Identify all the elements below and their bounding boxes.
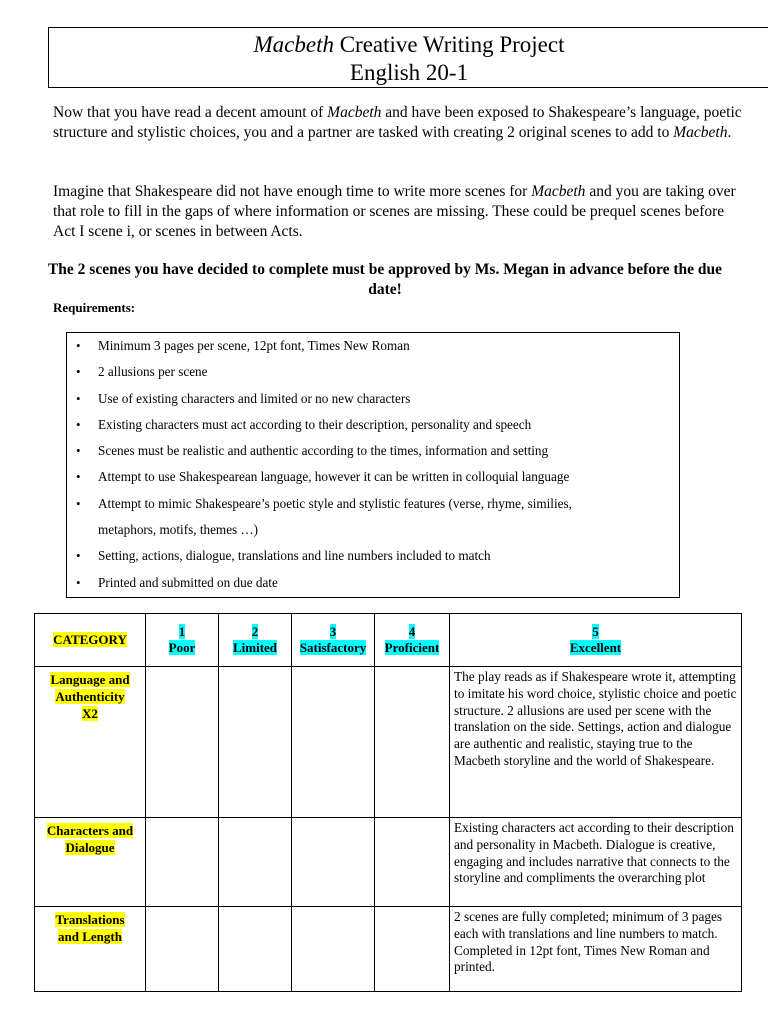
- requirement-item: [67, 333, 679, 359]
- score-cell: [146, 667, 219, 818]
- bullet: •: [76, 574, 81, 590]
- requirement-item: [67, 386, 679, 412]
- bullet: •: [76, 338, 81, 353]
- requirement-item: [67, 412, 679, 438]
- requirement-item: [67, 543, 679, 569]
- intro-paragraph-2: [53, 182, 743, 242]
- category-line: Dialogue: [65, 840, 115, 855]
- bullet: •: [76, 495, 81, 511]
- level-num: 1: [178, 624, 186, 639]
- excellent-description: The play reads as if Shakespeare wrote it, attempting to imitate his word choice, stylistic choice and poetic structure. 2 allusions are used per scene with the translation on the side. Settings, action and dialogue are authentic and realistic, staying true to the Macbeth storyline and the world of Shakespeare.: [450, 667, 742, 818]
- excellent-description: Existing characters act according to their description and personality in Macbeth. Dialogue is creative, engaging and includes narrative that connects to the storyline and compliments the overarching plot: [450, 818, 742, 907]
- category-line: Translations: [55, 912, 125, 927]
- p1-text-a: Now that you have read a decent amount of: [53, 104, 328, 121]
- title-italic: Macbeth: [253, 32, 334, 57]
- rubric-row: [35, 907, 742, 992]
- rubric-row: [35, 818, 742, 907]
- score-cell: [375, 818, 450, 907]
- level-num: 5: [592, 624, 599, 639]
- score-cell: [219, 667, 292, 818]
- category-header: [35, 614, 146, 667]
- level-header-1: [146, 614, 219, 667]
- level-num: 2: [251, 624, 259, 639]
- bullet: •: [76, 443, 81, 459]
- requirement-text: Attempt to mimic Shakespeare’s poetic style and stylistic features (verse, rhyme, similies,: [98, 495, 572, 511]
- requirement-text: Printed and submitted on due date: [98, 574, 278, 590]
- score-cell: [375, 667, 450, 818]
- level-label: Limited: [232, 640, 278, 655]
- score-cell: [219, 907, 292, 992]
- category-line: Authenticity: [55, 689, 125, 704]
- p1-text-e: .: [727, 124, 732, 141]
- category-line: Characters and: [46, 823, 134, 838]
- requirement-item: [67, 359, 679, 385]
- p1-text-c: and have been exposed to Shakespeare’s language, poetic structure and stylistic choices, you and a partner are tasked with creating 2 original scenes to add to: [53, 104, 742, 141]
- level-header-4: [375, 614, 450, 667]
- page-title: [49, 31, 768, 59]
- requirement-text: 2 allusions per scene: [98, 364, 208, 380]
- rubric-row: [35, 667, 742, 818]
- requirement-text: Use of existing characters and limited or no new characters: [98, 390, 411, 406]
- score-cell: [146, 907, 219, 992]
- requirement-text: metaphors, motifs, themes …): [98, 522, 259, 538]
- score-cell: [292, 667, 375, 818]
- category-cell: [35, 818, 146, 907]
- category-line: Language and: [50, 672, 130, 687]
- level-label: Poor: [168, 640, 196, 655]
- p1-macbeth-2: Macbeth: [673, 124, 728, 141]
- score-cell: [292, 818, 375, 907]
- rubric-table: [34, 613, 742, 992]
- level-num: 3: [329, 624, 337, 639]
- category-cell: [35, 667, 146, 818]
- bullet: •: [76, 548, 81, 564]
- category-line: X2: [82, 706, 98, 721]
- score-cell: [292, 907, 375, 992]
- intro-paragraph-1: [53, 103, 743, 143]
- level-header-5: [450, 614, 742, 667]
- title-box: [48, 27, 768, 88]
- requirements-list: [67, 333, 679, 596]
- bullet: •: [76, 364, 81, 380]
- score-cell: [146, 818, 219, 907]
- level-label: Proficient: [384, 640, 440, 655]
- requirement-text: Scenes must be realistic and authentic according to the times, information and setting: [98, 443, 549, 459]
- p1-macbeth-1: Macbeth: [327, 104, 382, 121]
- level-header-2: [219, 614, 292, 667]
- score-cell: [375, 907, 450, 992]
- requirement-text: Minimum 3 pages per scene, 12pt font, Times New Roman: [98, 338, 410, 353]
- level-label: Excellent: [569, 640, 622, 655]
- score-cell: [219, 818, 292, 907]
- category-cell: [35, 907, 146, 992]
- category-header-label: CATEGORY: [53, 632, 127, 647]
- requirement-item: [67, 464, 679, 490]
- p2-text-c: and you are taking over that role to fill in the gaps of where information or scenes are missing. These could be prequel scenes before Act I scene i, or scenes in between Acts.: [53, 183, 736, 240]
- page-subtitle: English 20-1: [349, 60, 469, 85]
- requirements-box: [66, 332, 680, 598]
- requirements-label: Requirements:: [53, 300, 136, 315]
- title-rest: Creative Writing Project: [333, 32, 565, 57]
- rubric-header-row: [35, 614, 742, 667]
- requirement-item: [67, 438, 679, 464]
- bullet: •: [76, 469, 81, 485]
- excellent-description: 2 scenes are fully completed; minimum of 3 pages each with translations and line numbers to match. Completed in 12pt font, Times New Roman and printed.: [450, 907, 742, 992]
- p2-text-a: Imagine that Shakespeare did not have enough time to write more scenes for: [53, 183, 532, 200]
- level-label: Satisfactory: [299, 640, 367, 655]
- bullet: •: [76, 416, 81, 432]
- level-num: 4: [408, 624, 416, 639]
- requirement-continuation: [67, 517, 679, 543]
- requirement-item: [67, 491, 679, 517]
- requirement-item: [67, 570, 679, 596]
- requirement-text: Attempt to use Shakespearean language, however it can be written in colloquial language: [98, 469, 570, 485]
- requirement-text: Existing characters must act according to their description, personality and speech: [98, 416, 532, 432]
- bullet: •: [76, 390, 81, 406]
- p2-macbeth: Macbeth: [531, 183, 586, 200]
- requirement-text: Setting, actions, dialogue, translations and line numbers included to match: [98, 548, 491, 564]
- level-header-3: [292, 614, 375, 667]
- category-line: and Length: [58, 929, 122, 944]
- approval-notice: The 2 scenes you have decided to complete must be approved by Ms. Megan in advance before the due date!: [47, 261, 723, 298]
